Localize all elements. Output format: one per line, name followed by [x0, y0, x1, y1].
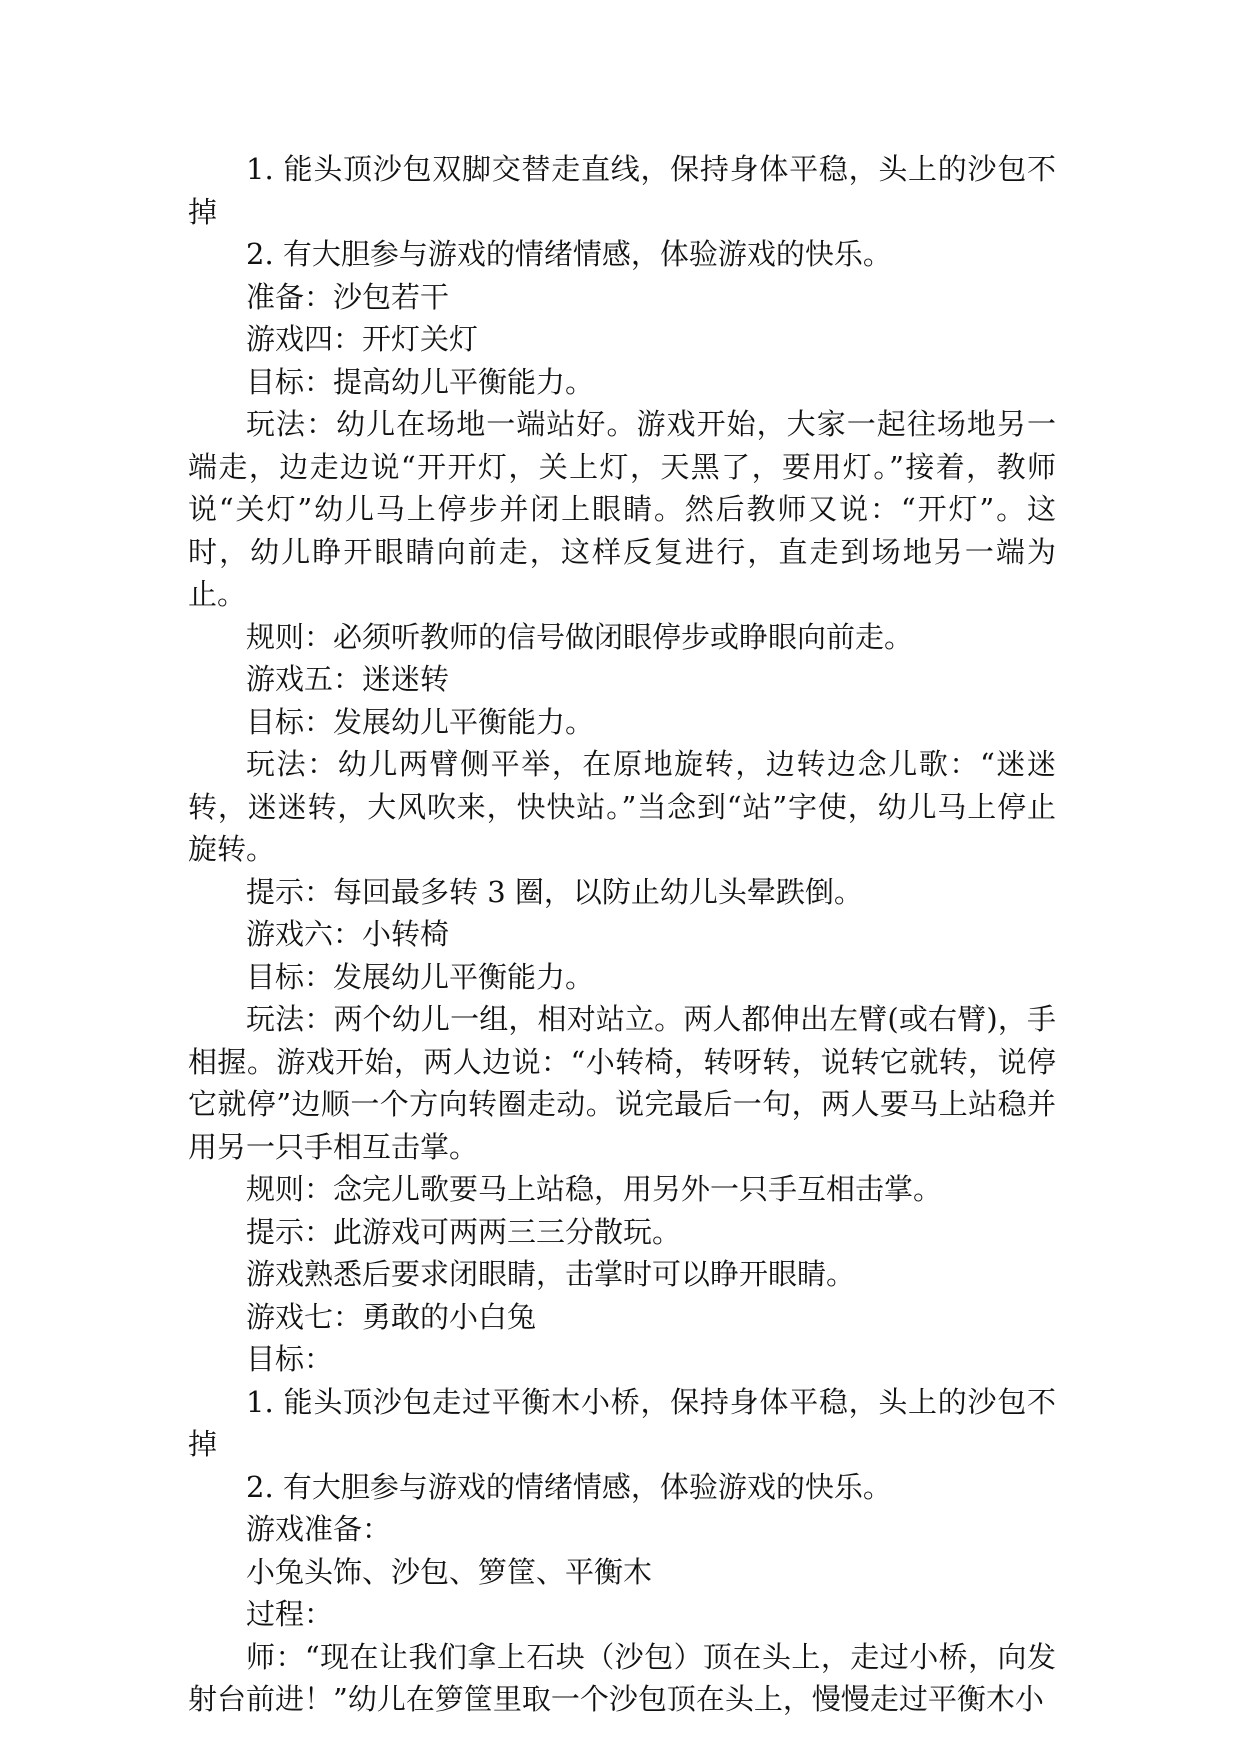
paragraph-game-7-goal-1: 1. 能头顶沙包走过平衡木小桥，保持身体平稳，头上的沙包不掉 [188, 1384, 1056, 1461]
paragraph-game-7-process-label: 过程： [246, 1597, 334, 1631]
paragraph-game-7-goal-2: 2. 有大胆参与游戏的情绪情感，体验游戏的快乐。 [246, 1469, 892, 1504]
paragraph-game-4-goal: 目标：提高幼儿平衡能力。 [246, 364, 595, 399]
paragraph-goal-2: 2. 有大胆参与游戏的情绪情感，体验游戏的快乐。 [246, 237, 892, 271]
paragraph-game-5-tip: 提示：每回最多转 3 圈，以防止幼儿头晕跌倒。 [246, 874, 863, 909]
paragraph-game-7-prep-label: 游戏准备： [246, 1512, 392, 1546]
paragraph-game-6-rule: 规则：念完儿歌要马上站稳，用另外一只手互相击掌。 [246, 1172, 943, 1206]
heading-game-5: 游戏五：迷迷转 [246, 662, 450, 696]
paragraph-game-6-tip: 提示：此游戏可两两三三分散玩。 [246, 1214, 682, 1249]
paragraph-game-6-play: 玩法：两个幼儿一组，相对站立。两人都伸出左臂(或右臂)，手相握。游戏开始，两人边说：“小转椅，转呀转，说转它就转，说停它就停”边顺一个方向转圈走动。说完最后一句，两人要马上站稳并用另一只手相互击掌。 [188, 1002, 1056, 1164]
paragraph-game-7-prep-items: 小兔头饰、沙包、箩筐、平衡木 [246, 1554, 653, 1589]
paragraph-game-4-rule: 规则：必须听教师的信号做闭眼停步或睁眼向前走。 [246, 619, 914, 654]
heading-game-7: 游戏七：勇敢的小白兔 [246, 1299, 537, 1334]
heading-game-4: 游戏四：开灯关灯 [246, 322, 479, 356]
paragraph-game-5-play: 玩法：幼儿两臂侧平举，在原地旋转，边转边念儿歌：“迷迷转，迷迷转，大风吹来，快快站。”当念到“站”字使，幼儿马上停止旋转。 [188, 747, 1056, 866]
heading-game-6: 游戏六：小转椅 [246, 917, 450, 951]
paragraph-game-5-goal: 目标：发展幼儿平衡能力。 [246, 704, 595, 739]
paragraph-game-4-play: 玩法：幼儿在场地一端站好。游戏开始，大家一起往场地另一端走，边走边说“开开灯，关上灯，天黑了，要用灯。”接着，教师说“关灯”幼儿马上停步并闭上眼睛。然后教师又说：“开灯”。这时，幼儿睁开眼睛向前走，这样反复进行，直走到场地另一端为止。 [188, 407, 1056, 611]
paragraph-game-7-process: 师：“现在让我们拿上石块（沙包）顶在头上，走过小桥，向发射台前进！”幼儿在箩筐里取一个沙包顶在头上，慢慢走过平衡木小 [188, 1639, 1056, 1716]
document-body [188, 148, 1056, 1721]
paragraph-preparation: 准备：沙包若干 [246, 279, 450, 314]
paragraph-goal-1: 1. 能头顶沙包双脚交替走直线，保持身体平稳，头上的沙包不掉 [188, 152, 1056, 229]
paragraph-game-6-goal: 目标：发展幼儿平衡能力。 [246, 959, 595, 994]
paragraph-game-6-tip-2: 游戏熟悉后要求闭眼睛，击掌时可以睁开眼睛。 [246, 1257, 856, 1291]
paragraph-game-7-goal-label: 目标： [246, 1342, 334, 1376]
